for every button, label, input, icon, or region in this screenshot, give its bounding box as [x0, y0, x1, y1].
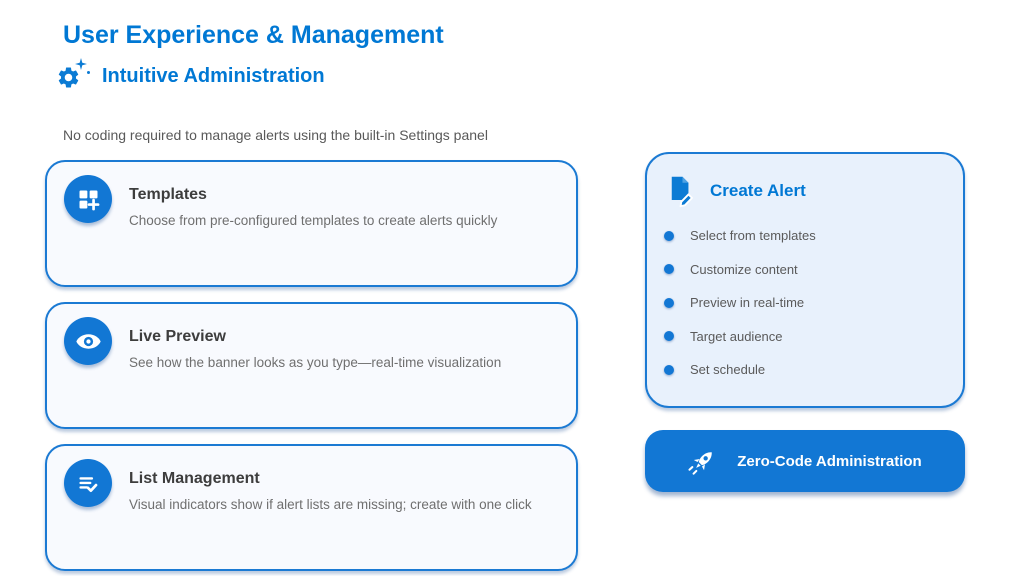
document-edit-icon	[665, 175, 694, 206]
feature-card-list-management	[45, 444, 578, 571]
feature-card-live-preview	[45, 302, 578, 429]
rocket-icon	[688, 447, 717, 476]
list-check-icon	[64, 459, 112, 507]
templates-grid-plus-icon	[64, 175, 112, 223]
page-title: User Experience & Management	[63, 21, 444, 49]
step-item	[664, 326, 949, 347]
zero-code-administration-button[interactable]	[645, 430, 965, 492]
step-item	[664, 259, 949, 280]
feature-description: Choose from pre-configured templates to create alerts quickly	[129, 213, 498, 228]
section-header	[56, 61, 325, 91]
gear-sparkle-icon	[56, 61, 86, 91]
step-label: Preview in real-time	[690, 295, 805, 310]
step-item	[664, 359, 949, 380]
step-label: Customize content	[690, 261, 798, 277]
bullet-dot-icon	[664, 331, 674, 341]
create-alert-steps	[664, 225, 949, 393]
bullet-dot-icon	[664, 298, 674, 308]
create-alert-panel	[645, 152, 965, 408]
feature-title: Templates	[129, 186, 207, 203]
feature-card-body	[129, 470, 558, 512]
eye-icon	[64, 317, 112, 365]
bullet-dot-icon	[664, 365, 674, 375]
step-label: Target audience	[690, 328, 783, 344]
step-label: Set schedule	[690, 362, 766, 377]
bullet-dot-icon	[664, 231, 674, 241]
feature-title: Live Preview	[129, 328, 226, 345]
feature-description: Visual indicators show if alert lists are missing; create with one click	[129, 497, 532, 512]
section-title: Intuitive Administration	[102, 64, 325, 87]
feature-card-list	[45, 160, 578, 571]
page-description: No coding required to manage alerts using the built-in Settings panel	[63, 127, 488, 143]
create-alert-title: Create Alert	[710, 180, 806, 200]
step-label: Select from templates	[690, 228, 816, 243]
feature-description: See how the banner looks as you type—real-time visualization	[129, 355, 502, 370]
feature-card-body	[129, 186, 558, 228]
feature-card-body	[129, 328, 558, 370]
feature-card-templates	[45, 160, 578, 287]
step-item	[664, 292, 949, 313]
cta-label: Zero-Code Administration	[737, 452, 922, 470]
create-alert-header	[665, 175, 806, 206]
step-item	[664, 225, 949, 246]
bullet-dot-icon	[664, 264, 674, 274]
feature-title: List Management	[129, 470, 260, 487]
